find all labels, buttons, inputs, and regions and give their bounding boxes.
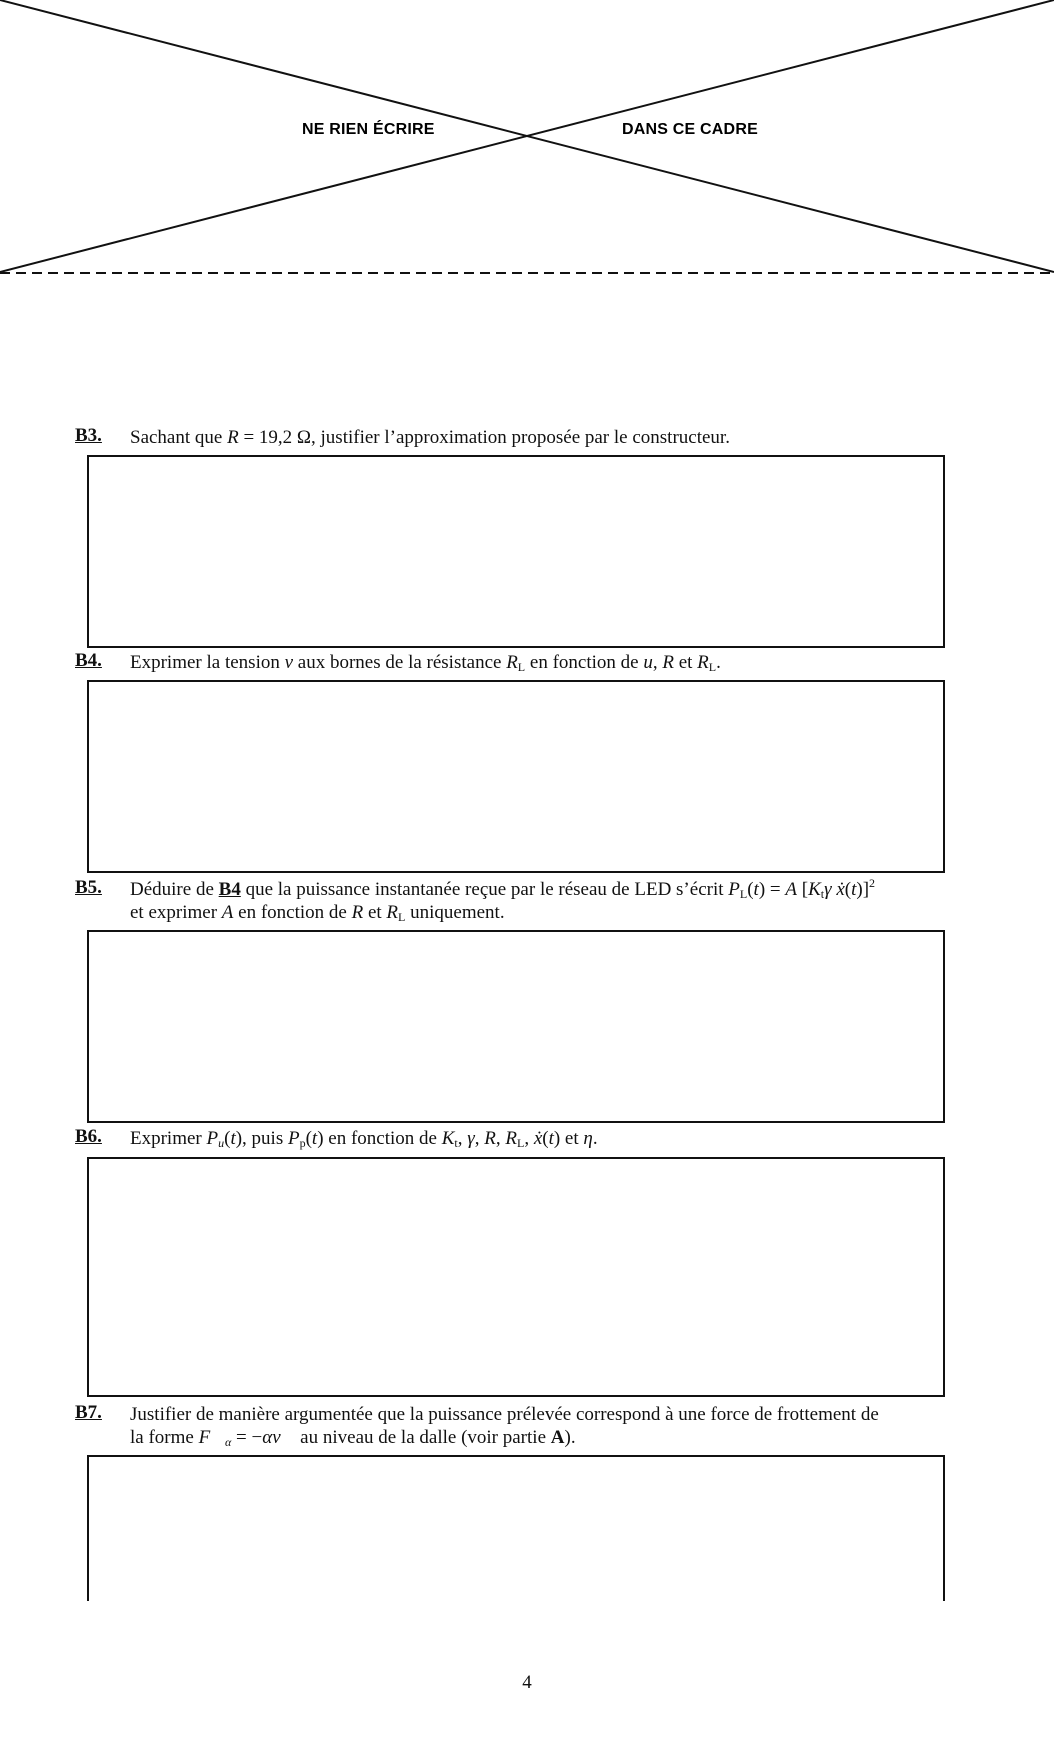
question-label-b7: B7. [75, 1402, 102, 1423]
question-text-b3: Sachant que R = 19,2 Ω, justifier l’approximation proposée par le constructeur. [130, 427, 730, 448]
question-text-b4: Exprimer la tension v aux bornes de la résistance $R_L$ en fonction de u, R et $R_L$. [130, 652, 721, 674]
answer-box-b4[interactable] [87, 680, 945, 873]
page-number: 4 [522, 1672, 532, 1693]
answer-box-b7[interactable] [87, 1455, 945, 1601]
answer-box-b6[interactable] [87, 1157, 945, 1397]
answer-box-b5[interactable] [87, 930, 945, 1123]
question-label-b4: B4. [75, 650, 102, 671]
header-left-text: NE RIEN ÉCRIRE [302, 121, 435, 138]
question-text-b5: Déduire de B4 que la puissance instantanée reçue par le réseau de LED s’écrit $P_L(t) = A$ [$K_t\gamma$ ẋ(t)]$^2$ et exprimer A en fonction de R et $R_L$ uniquement. [130, 876, 876, 924]
question-label-b5: B5. [75, 877, 102, 898]
question-label-b3: B3. [75, 425, 102, 446]
do-not-write-frame [0, 0, 1054, 280]
question-text-b6: Exprimer $P_u(t)$, puis $P_p(t)$ en fonction de $K_t$, γ, R, $R_L$, ẋ(t) et η. [130, 1128, 598, 1150]
question-label-b6: B6. [75, 1126, 102, 1147]
header-right-text: DANS CE CADRE [622, 121, 758, 138]
answer-box-b3[interactable] [87, 455, 945, 648]
question-text-b7: Justifier de manière argumentée que la puissance prélevée correspond à une force de frottement de la forme $F⃗_\alpha$ = −αv⃗ au niveau de la dalle (voir partie A). [130, 1404, 879, 1449]
